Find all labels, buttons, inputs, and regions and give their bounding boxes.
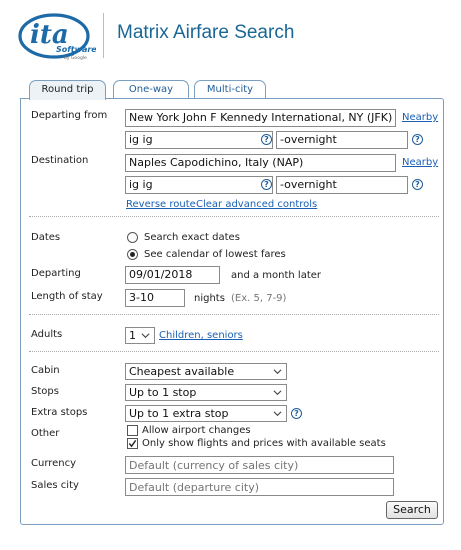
stops-select[interactable]: [125, 384, 287, 401]
logo-byline: by Google: [64, 56, 87, 61]
departing-date-input[interactable]: 09/01/2018: [125, 266, 220, 284]
chevron-down-icon: [273, 367, 282, 376]
allow-airport-changes-checkbox[interactable]: [127, 425, 138, 436]
departing-from-label: Departing from: [31, 110, 108, 121]
section-divider: [29, 314, 439, 315]
origin-stops-help-icon[interactable]: ?: [412, 134, 423, 145]
extra-stops-select-value: Up to 1 extra stop: [129, 407, 229, 420]
chevron-down-icon: [273, 409, 282, 418]
clear-advanced-controls-link[interactable]: Clear advanced controls: [196, 199, 318, 210]
exact-dates-radio[interactable]: [127, 232, 138, 243]
other-label: Other: [31, 428, 60, 439]
origin-stops-input[interactable]: -overnight: [276, 131, 408, 149]
tab-round-trip[interactable]: Round trip: [29, 80, 106, 100]
children-seniors-link[interactable]: Children, seniors: [159, 330, 243, 341]
sales-city-input[interactable]: [125, 478, 394, 496]
adults-select[interactable]: [125, 327, 155, 344]
departing-range-text: and a month later: [231, 270, 322, 281]
calendar-fares-radio[interactable]: [127, 249, 138, 260]
destination-airlines-help-icon[interactable]: ?: [261, 179, 272, 190]
chevron-down-icon: [273, 388, 282, 397]
destination-label: Destination: [31, 155, 89, 166]
origin-airlines-input[interactable]: ig ig: [125, 131, 273, 149]
cabin-label: Cabin: [31, 365, 60, 376]
origin-input[interactable]: New York John F Kennedy International, NY (JFK): [125, 109, 396, 127]
length-of-stay-input[interactable]: 3-10: [125, 289, 185, 307]
reverse-route-link[interactable]: Reverse route: [126, 199, 196, 210]
logo-subtext: Software: [56, 45, 96, 54]
cabin-select-value: Cheapest available: [129, 365, 235, 378]
exact-dates-label: Search exact dates: [144, 232, 240, 243]
length-of-stay-example: (Ex. 5, 7-9): [231, 293, 287, 304]
ita-software-logo: [16, 12, 96, 62]
adults-select-value: 1: [129, 329, 136, 342]
extra-stops-label: Extra stops: [31, 407, 88, 418]
page-title: Matrix Airfare Search: [117, 22, 295, 43]
length-of-stay-unit: nights: [194, 293, 225, 304]
available-seats-checkbox[interactable]: [127, 438, 138, 449]
stops-select-value: Up to 1 stop: [129, 386, 197, 399]
destination-input[interactable]: Naples Capodichino, Italy (NAP): [125, 154, 396, 172]
section-divider: [29, 216, 439, 217]
currency-label: Currency: [31, 458, 77, 469]
origin-nearby-link[interactable]: Nearby: [402, 112, 439, 123]
logo-text: ita: [30, 20, 69, 50]
departing-label: Departing: [31, 268, 81, 279]
tab-one-way[interactable]: One-way: [113, 80, 189, 99]
dates-label: Dates: [31, 232, 61, 243]
chevron-down-icon: [141, 331, 150, 340]
available-seats-label: Only show flights and prices with available seats: [142, 438, 386, 449]
currency-input[interactable]: [125, 456, 394, 474]
length-of-stay-label: Length of stay: [31, 291, 103, 302]
search-button[interactable]: Search: [386, 501, 438, 519]
extra-stops-select[interactable]: [125, 405, 287, 422]
destination-nearby-link[interactable]: Nearby: [402, 157, 439, 168]
destination-stops-help-icon[interactable]: ?: [412, 179, 423, 190]
allow-airport-changes-label: Allow airport changes: [142, 425, 251, 436]
cabin-select[interactable]: [125, 363, 287, 380]
header-divider: [103, 13, 104, 58]
origin-airlines-help-icon[interactable]: ?: [261, 134, 272, 145]
sales-city-label: Sales city: [31, 480, 79, 491]
checkmark-icon: [128, 439, 137, 448]
tab-multi-city[interactable]: Multi-city: [194, 80, 266, 99]
stops-label: Stops: [31, 386, 59, 397]
adults-label: Adults: [31, 329, 63, 340]
calendar-fares-label: See calendar of lowest fares: [144, 249, 286, 260]
section-divider: [29, 351, 439, 352]
extra-stops-help-icon[interactable]: ?: [291, 408, 302, 419]
destination-stops-input[interactable]: -overnight: [276, 176, 408, 194]
destination-airlines-input[interactable]: ig ig: [125, 176, 273, 194]
